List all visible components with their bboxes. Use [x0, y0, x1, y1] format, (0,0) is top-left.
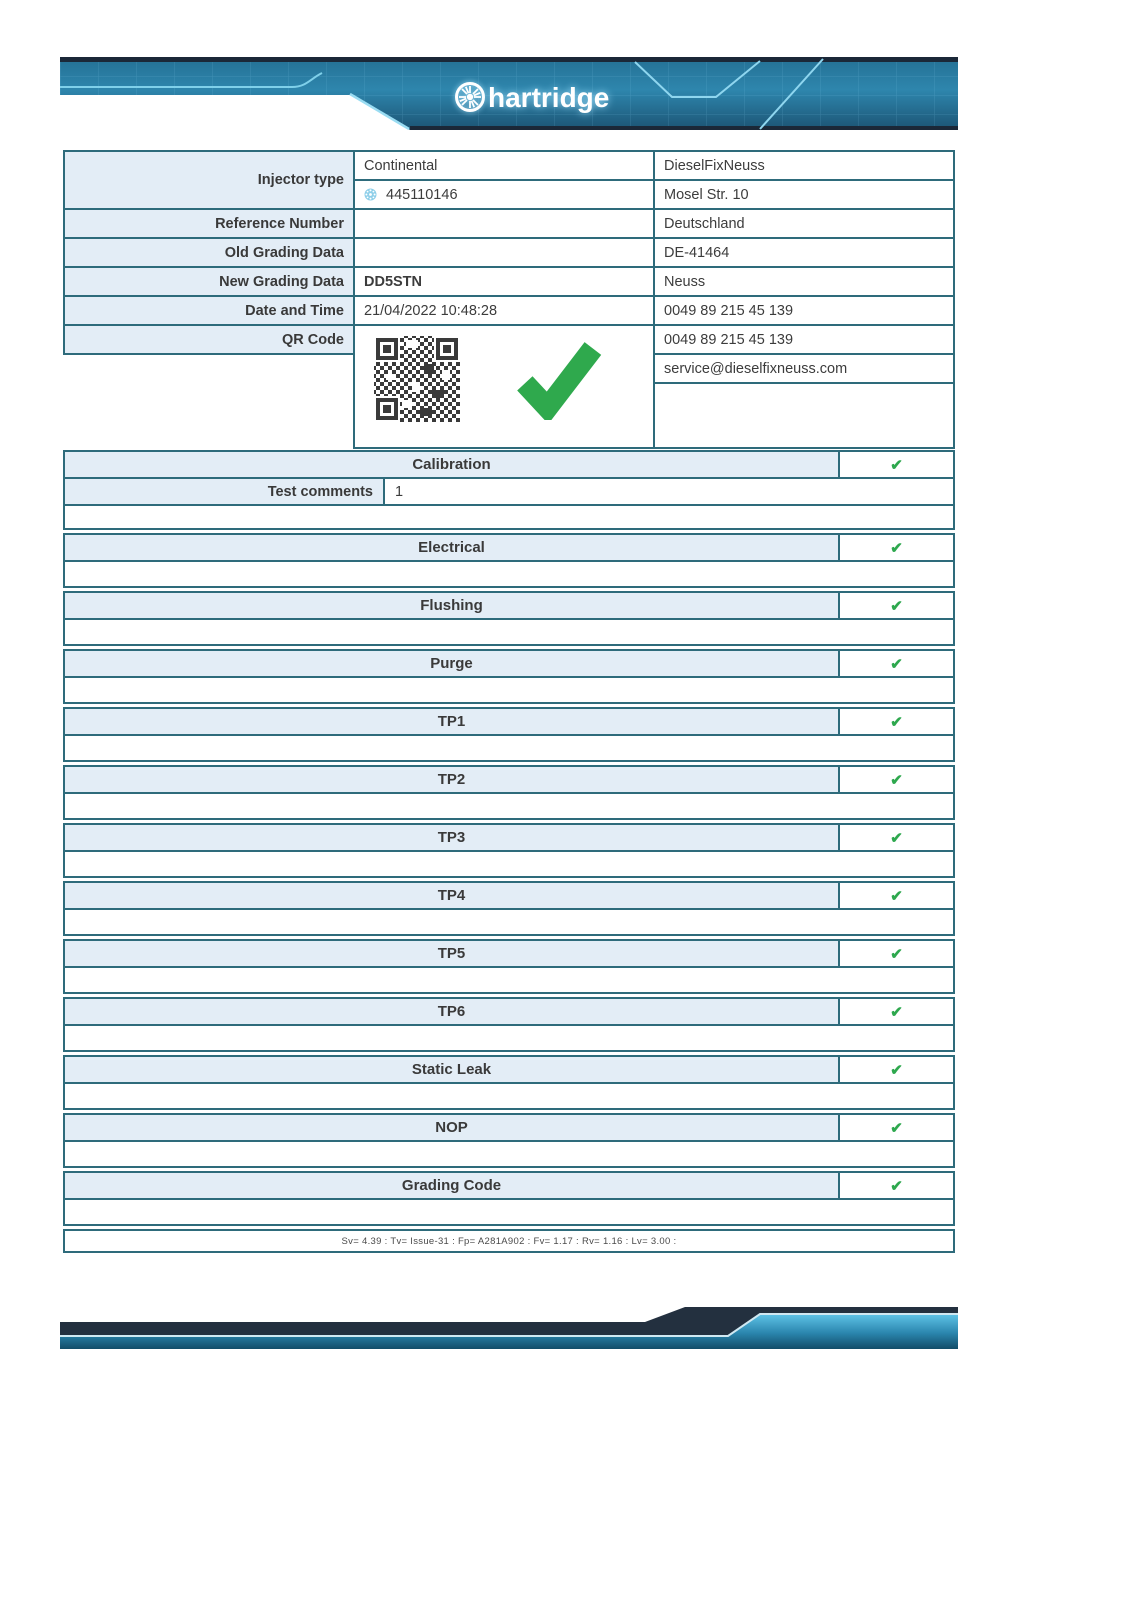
section-detail-row	[63, 560, 955, 588]
customer-column	[653, 150, 955, 449]
section-title: TP1	[63, 707, 840, 736]
header-banner	[60, 57, 958, 130]
customer-street: Mosel Str. 10	[653, 179, 955, 210]
section-pass-check-icon: ✔	[838, 1113, 955, 1142]
section-pass-check-icon: ✔	[838, 1171, 955, 1200]
section-pass-check-icon: ✔	[838, 649, 955, 678]
section-title: Flushing	[63, 591, 840, 620]
section-detail-row	[63, 1024, 955, 1052]
spacer-row	[63, 504, 955, 530]
section-pass-check-icon: ✔	[838, 591, 955, 620]
section-detail-row	[63, 676, 955, 704]
date-and-time-value: 21/04/2022 10:48:28	[353, 295, 655, 326]
customer-phone-1: 0049 89 215 45 139	[653, 295, 955, 326]
software-version-line: Sv= 4.39 : Tv= Issue-31 : Fp= A281A902 : Fv= 1.17 : Rv= 1.16 : Lv= 3.00 :	[63, 1229, 955, 1253]
section-title: Grading Code	[63, 1171, 840, 1200]
injector-type-label: Injector type	[63, 150, 355, 210]
test-section-tp6	[63, 997, 955, 1052]
section-detail-row	[63, 1198, 955, 1226]
qr-code-label: QR Code	[63, 324, 355, 355]
qr-code-cell	[353, 324, 655, 449]
customer-empty-cell	[653, 382, 955, 449]
section-title: TP2	[63, 765, 840, 794]
test-section-nop	[63, 1113, 955, 1168]
section-pass-check-icon: ✔	[838, 1055, 955, 1084]
section-detail-row	[63, 908, 955, 936]
part-number-cell	[353, 179, 655, 210]
customer-city: Neuss	[653, 266, 955, 297]
section-pass-check-icon: ✔	[838, 533, 955, 562]
section-pass-check-icon: ✔	[838, 707, 955, 736]
injector-info-table	[63, 150, 955, 449]
part-number-value: 445110146	[386, 186, 458, 203]
old-grading-data-value	[353, 237, 655, 268]
test-section-tp5	[63, 939, 955, 994]
section-detail-row	[63, 1140, 955, 1168]
calibration-pass-check-icon: ✔	[838, 450, 955, 479]
reference-number-label: Reference Number	[63, 208, 355, 239]
test-section-tp3	[63, 823, 955, 878]
info-value-column	[353, 150, 655, 449]
section-title: Purge	[63, 649, 840, 678]
footer-banner	[60, 1303, 958, 1349]
section-title: TP3	[63, 823, 840, 852]
test-section-purge	[63, 649, 955, 704]
test-comments-value: 1	[383, 477, 955, 506]
section-detail-row	[63, 792, 955, 820]
section-title: Static Leak	[63, 1055, 840, 1084]
injector-wheel-icon	[364, 188, 377, 201]
section-pass-check-icon: ✔	[838, 823, 955, 852]
customer-country: Deutschland	[653, 208, 955, 239]
section-pass-check-icon: ✔	[838, 881, 955, 910]
hartridge-logo-text: hartridge	[488, 82, 610, 113]
section-title: TP5	[63, 939, 840, 968]
calibration-title: Calibration	[63, 450, 840, 479]
qr-code-image	[372, 334, 462, 428]
test-section-electrical	[63, 533, 955, 588]
section-pass-check-icon: ✔	[838, 997, 955, 1026]
section-title: NOP	[63, 1113, 840, 1142]
result-pass-check-icon	[514, 338, 602, 424]
customer-email: service@dieselfixneuss.com	[653, 353, 955, 384]
test-section-flushing	[63, 591, 955, 646]
section-detail-row	[63, 850, 955, 878]
customer-name: DieselFixNeuss	[653, 150, 955, 181]
info-label-column	[63, 150, 355, 355]
old-grading-data-label: Old Grading Data	[63, 237, 355, 268]
section-detail-row	[63, 966, 955, 994]
test-comments-label: Test comments	[63, 477, 385, 506]
section-title: Electrical	[63, 533, 840, 562]
section-detail-row	[63, 734, 955, 762]
customer-postcode: DE-41464	[653, 237, 955, 268]
date-and-time-label: Date and Time	[63, 295, 355, 326]
section-detail-row	[63, 1082, 955, 1110]
test-section-static-leak	[63, 1055, 955, 1110]
section-pass-check-icon: ✔	[838, 765, 955, 794]
section-title: TP6	[63, 997, 840, 1026]
customer-phone-2: 0049 89 215 45 139	[653, 324, 955, 355]
test-section-tp1	[63, 707, 955, 762]
new-grading-data-value: DD5STN	[353, 266, 655, 297]
manufacturer-value: Continental	[353, 150, 655, 181]
test-comments-row	[63, 477, 955, 506]
section-detail-row	[63, 618, 955, 646]
test-section-grading-code	[63, 1171, 955, 1226]
reference-number-value	[353, 208, 655, 239]
test-section-tp2	[63, 765, 955, 820]
calibration-row	[63, 450, 955, 479]
section-title: TP4	[63, 881, 840, 910]
test-section-tp4	[63, 881, 955, 936]
test-results-table	[63, 450, 955, 1253]
hartridge-wheel-icon	[457, 84, 484, 111]
new-grading-data-label: New Grading Data	[63, 266, 355, 297]
section-pass-check-icon: ✔	[838, 939, 955, 968]
